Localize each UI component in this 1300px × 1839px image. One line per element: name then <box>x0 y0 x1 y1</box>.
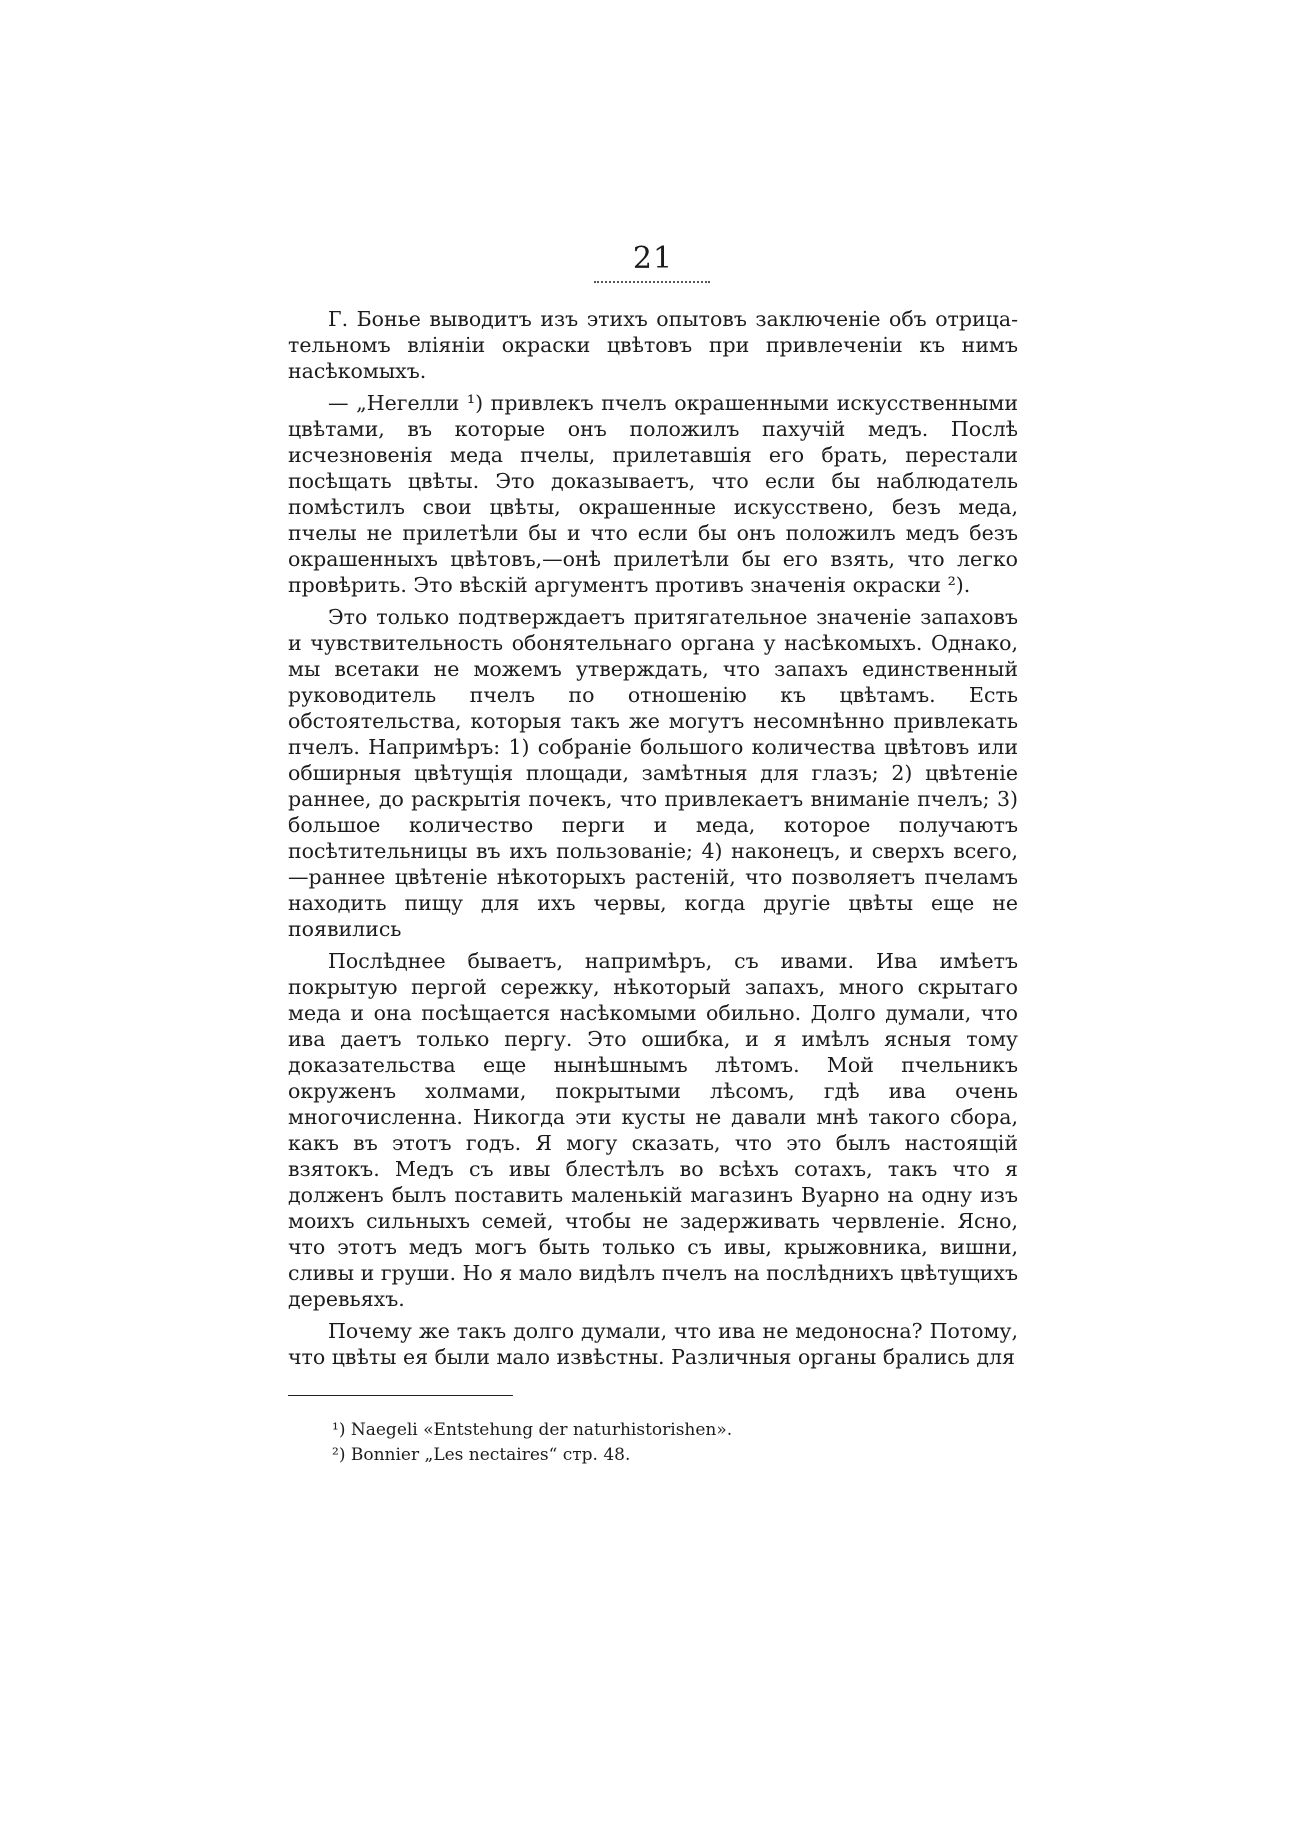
paragraph: Почему же такъ долго думали, что ива не медоносна? Потому, что цвѣты ея были мало извѣстны. Различныя органы брались для <box>288 1319 1018 1369</box>
paragraph: Послѣднее бываетъ, напримѣръ, съ ивами. Ива имѣетъ покрытую пергой сережку, нѣкоторый запахъ, много скрытаго меда и она посѣщается насѣкомыми обильно. Долго думали, что ива даетъ только пергу. Это ошибка, и я имѣлъ ясныя тому доказательства еще нынѣшнымъ лѣтомъ. Мой пчельникъ окруженъ холмами, покрытыми лѣсомъ, гдѣ ива очень многочисленна. Никогда эти кусты не давали мнѣ такого сбора, какъ въ этотъ годъ. Я могу сказать, что это былъ настоящій взятокъ. Медъ съ ивы блестѣлъ во всѣхъ сотахъ, такъ что я долженъ былъ поставить маленькій магазинъ Вуарно на одну изъ моихъ сильныхъ семей, чтобы не задерживать червленіе. Ясно, что этотъ медъ могъ быть только съ ивы, крыжовника, вишни, сливы и груши. Но я мало видѣлъ пчелъ на послѣднихъ цвѣтущихъ деревьяхъ. <box>288 949 1018 1311</box>
book-page <box>288 0 1018 1839</box>
footnote-mark: ²) <box>332 1445 346 1465</box>
body-text <box>288 306 1018 1376</box>
footnote-text: Naegeli «Entstehung der naturhistorishen». <box>350 1420 733 1440</box>
page-number-rule <box>594 281 710 283</box>
paragraph: Это только подтверждаетъ притягательное значеніе запаховъ и чувствительность обонятельнаго органа у насѣкомыхъ. Однако, мы всетаки не можемъ утверждать, что запахъ единственный руководитель пчелъ по отношенію къ цвѣтамъ. Есть обстоятельства, которыя такъ же могутъ несомнѣнно привлекать пчелъ. Напримѣръ: 1) собраніе большого количества цвѣтовъ или обширныя цвѣтущія площади, замѣтныя для глазъ; 2) цвѣтеніе раннее, до раскрытія почекъ, что привлекаетъ вниманіе пчелъ; 3) большое количество перги и меда, которое получаютъ посѣтительницы въ ихъ пользованіе; 4) наконецъ, и сверхъ всего,—раннее цвѣтеніе нѣкоторыхъ растеній, что позволяетъ пчеламъ находить пищу для ихъ червы, когда другіе цвѣты еще не появились <box>288 605 1018 941</box>
footnote-mark: ¹) <box>332 1420 346 1440</box>
footnotes <box>332 1418 1012 1468</box>
footnote <box>332 1443 1012 1468</box>
footnote <box>332 1418 1012 1443</box>
paragraph: — „Негелли ¹) привлекъ пчелъ окрашенными искусственными цвѣтами, въ которые онъ положилъ пахучій медъ. Послѣ исчезновенія меда пчелы, прилетавшія его брать, перестали посѣщать цвѣты. Это доказываетъ, что если бы наблюдатель помѣстилъ свои цвѣты, окрашенные искусствено, безъ меда, пчелы не прилетѣли бы и что если бы онъ положилъ медъ безъ окрашенныхъ цвѣтовъ,—онѣ прилетѣли бы его взять, что легко провѣрить. Это вѣскій аргументъ противъ значенія окраски ²). <box>288 391 1018 597</box>
footnote-rule <box>288 1395 513 1396</box>
page-number: 21 <box>632 241 674 276</box>
footnote-text: Bonnier „Les nectaires“ стр. 48. <box>350 1445 631 1465</box>
paragraph: Г. Бонье выводитъ изъ этихъ опытовъ заключеніе объ отрицательномъ вліяніи окраски цвѣтовъ при привлеченіи къ нимъ насѣкомыхъ. <box>288 307 1018 383</box>
